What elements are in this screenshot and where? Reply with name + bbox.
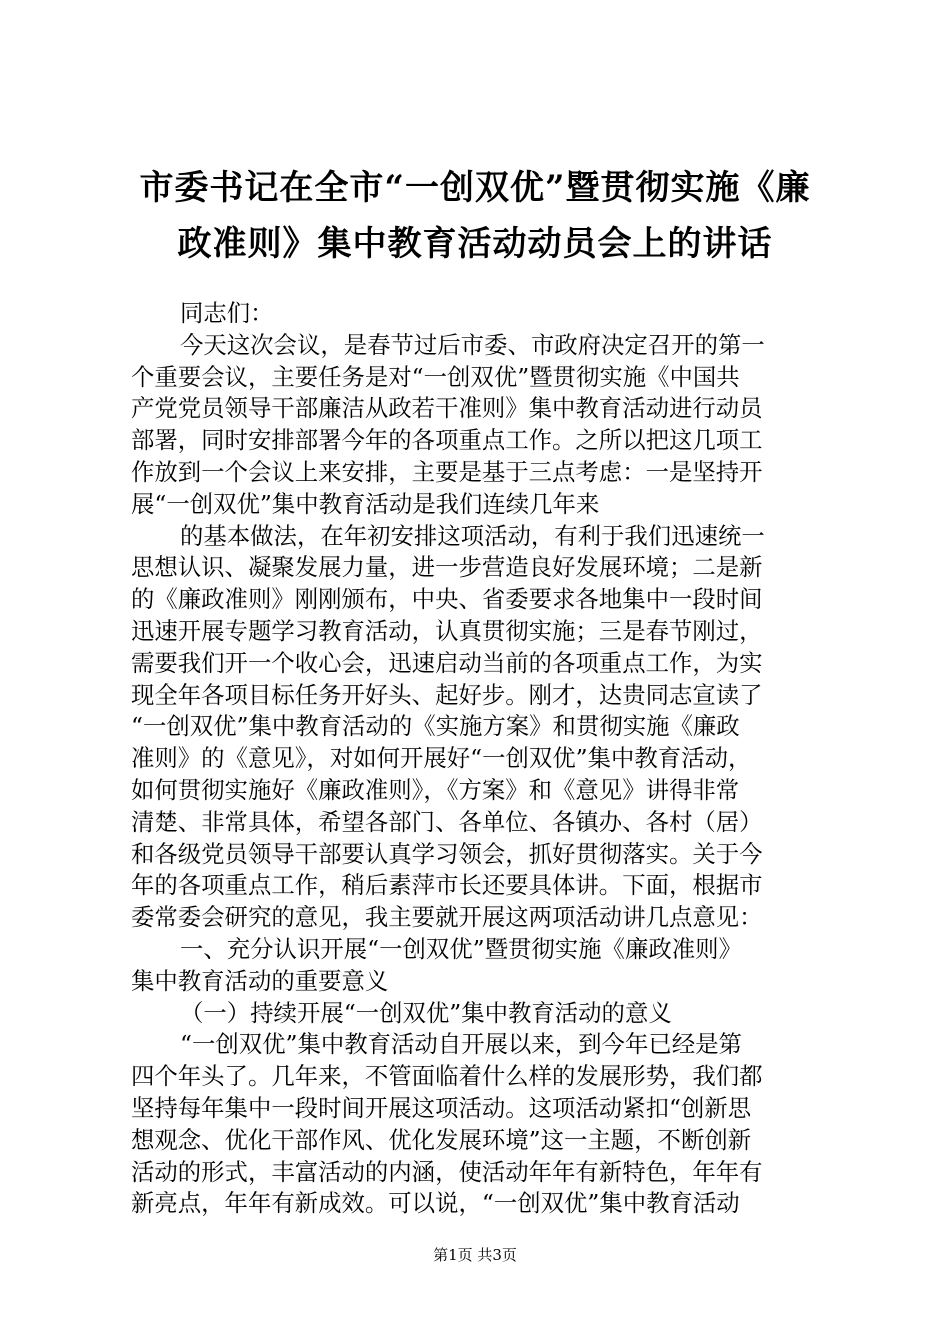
paragraph-line: （一）持续开展“一创双优”集中教育活动的意义: [180, 998, 672, 1027]
paragraph-line: “一创双优”集中教育活动自开展以来，到今年已经是第: [180, 1030, 742, 1059]
paragraph: [131, 330, 841, 521]
paragraph-line: 年的各项重点工作，稍后素萍市长还要具体讲。下面，根据市: [131, 871, 763, 900]
paragraph: [131, 521, 841, 934]
paragraph-line: 的基本做法，在年初安排这项活动，有利于我们迅速统一: [180, 521, 765, 550]
paragraph-line: 思想认识、凝聚发展力量，进一步营造良好发展环境；二是新: [131, 553, 763, 582]
paragraph-line: 想观念、优化干部作风、优化发展环境”这一主题，不断创新: [131, 1125, 752, 1154]
paragraph-line: 坚持每年集中一段时间开展这项活动。这项活动紧扣“创新思: [131, 1093, 752, 1122]
paragraph-line: 迅速开展专题学习教育活动，认真贯彻实施；三是春节刚过，: [131, 616, 763, 645]
paragraph-line: 和各级党员领导干部要认真学习领会，抓好贯彻落实。关于今: [131, 839, 763, 868]
paragraph: [131, 934, 841, 998]
document-title: [110, 160, 840, 272]
paragraph-line: 准则》的《意见》，对如何开展好“一创双优”集中教育活动，: [131, 744, 752, 773]
paragraph-line: 集中教育活动的重要意义: [131, 966, 389, 995]
paragraph-line: 现全年各项目标任务开好头、起好步。刚才，达贵同志宣读了: [131, 680, 763, 709]
paragraph-line: 四个年头了。几年来，不管面临着什么样的发展形势，我们都: [131, 1062, 763, 1091]
paragraph-line: 作放到一个会议上来安排，主要是基于三点考虑：一是坚持开: [131, 457, 763, 486]
paragraph-line: 一、充分认识开展“一创双优”暨贯彻实施《廉政准则》: [180, 934, 742, 963]
paragraph-line: 的《廉政准则》刚刚颁布，中央、省委要求各地集中一段时间: [131, 585, 763, 614]
paragraph-line: 产党党员领导干部廉洁从政若干准则》集中教育活动进行动员: [131, 394, 763, 423]
paragraph: [131, 298, 841, 330]
paragraph-line: 展“一创双优”集中教育活动是我们连续几年来: [131, 489, 600, 518]
paragraph-line: 部署，同时安排部署今年的各项重点工作。之所以把这几项工: [131, 426, 763, 455]
document-body: [131, 298, 841, 1220]
paragraph-line: 新亮点，年年有新成效。可以说，“一创双优”集中教育活动: [131, 1189, 740, 1218]
paragraph-line: “一创双优”集中教育活动的《实施方案》和贯彻实施《廉政: [131, 712, 740, 741]
paragraph-line: 需要我们开一个收心会，迅速启动当前的各项重点工作，为实: [131, 648, 763, 677]
paragraph-line: 活动的形式，丰富活动的内涵，使活动年年有新特色，年年有: [131, 1157, 763, 1186]
title-line: 政准则》集中教育活动动员会上的讲话: [177, 224, 773, 264]
paragraph-line: 清楚、非常具体，希望各部门、各单位、各镇办、各村（居）: [131, 807, 763, 836]
paragraph: [131, 1029, 841, 1220]
title-line: 市委书记在全市“一创双优”暨贯彻实施《廉: [139, 168, 811, 208]
paragraph-line: 个重要会议，主要任务是对“一创双优”暨贯彻实施《中国共: [131, 362, 740, 391]
paragraph-line: 今天这次会议，是春节过后市委、市政府决定召开的第一: [180, 330, 765, 359]
paragraph: [131, 998, 841, 1030]
paragraph-line: 同志们：: [180, 299, 274, 327]
paragraph-line: 如何贯彻实施好《廉政准则》，《方案》和《意见》讲得非常: [131, 775, 740, 804]
paragraph-line: 委常委会研究的意见，我主要就开展这两项活动讲几点意见：: [131, 903, 763, 932]
page-footer: 第1页 共3页: [433, 1246, 517, 1264]
